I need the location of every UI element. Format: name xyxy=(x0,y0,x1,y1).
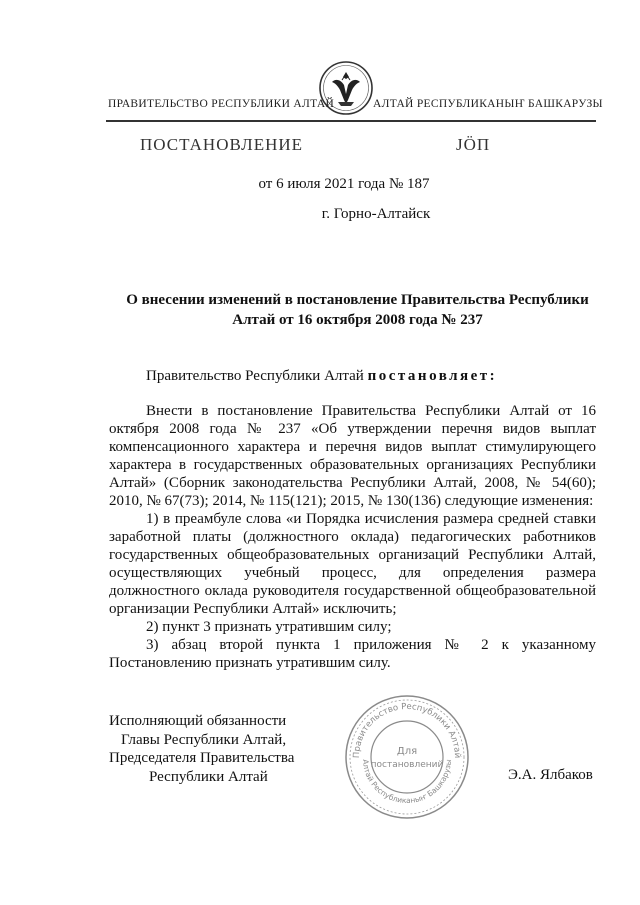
resolve-line xyxy=(146,368,497,385)
city-line: г. Горно-Алтайск xyxy=(321,206,431,222)
document-body xyxy=(109,402,596,672)
document-title: О внесении изменений в постановление Правительства Республики Алтай от 16 октября 2008 года № 237 xyxy=(126,292,589,328)
body-paragraph: Внести в постановление Правительства Республики Алтай от 16 октября 2008 года № 237 «Об утверждении перечня видов выплат компенсационного характера и перечня видов выплат стимулирующего характера в государственных образовательных организациях Республики Алтай» (Сборник законодательства Республики Алтай, 2008, № 54(60); 2010, № 67(73); 2014, № 115(121); 2015, № 130(136) следующие изменения: xyxy=(109,403,596,509)
signer-line: Республики Алтай xyxy=(149,768,268,785)
signer-line: Председателя Правительства xyxy=(109,750,295,766)
stamp-ring-bottom-text: Алтай Республиканыҥ Башкарузы xyxy=(360,758,454,806)
header-org-right: АЛТАЙ РЕСПУБЛИКАНЫҤ БАШКАРУЗЫ xyxy=(373,98,603,110)
header-org-left: ПРАВИТЕЛЬСТВО РЕСПУБЛИКИ АЛТАЙ xyxy=(108,98,335,110)
signer-name: Э.А. Ялбаков xyxy=(508,767,593,783)
stamp-center-line1: Для xyxy=(396,746,418,757)
body-paragraph: 2) пункт 3 признать утратившим силу; xyxy=(146,619,392,635)
body-paragraph: 1) в преамбуле слова «и Порядка исчисления размера средней ставки заработной платы (должностного оклада) педагогических работников государственных общеобразовательных организаций Республики Алтай, осуществляющих учебный процесс, для определения размера должностного оклада руководителя государственной общеобразовательной организации Республики Алтай» исключить; xyxy=(109,511,596,617)
resolve-keyword: постановляет: xyxy=(367,368,498,384)
date-number-line: от 6 июля 2021 года № 187 xyxy=(258,176,430,192)
stamp-ring-top-text: Правительство Республики Алтай xyxy=(351,701,463,759)
signer-block xyxy=(109,712,294,786)
signer-line: Исполняющий обязанности xyxy=(109,713,287,729)
official-stamp-icon xyxy=(343,693,471,821)
doc-type-title: ПОСТАНОВЛЕНИЕ xyxy=(140,135,304,154)
signer-line: Главы Республики Алтай, xyxy=(121,731,287,748)
doc-type-title-alt: JӦП xyxy=(456,135,491,154)
header-rule xyxy=(106,120,596,122)
body-paragraph: 3) абзац второй пункта 1 приложения № 2 к указанному Постановлению признать утратившим силу. xyxy=(109,637,596,671)
resolve-prefix: Правительство Республики Алтай xyxy=(146,368,368,384)
stamp-center-line2: постановлений xyxy=(370,760,444,770)
